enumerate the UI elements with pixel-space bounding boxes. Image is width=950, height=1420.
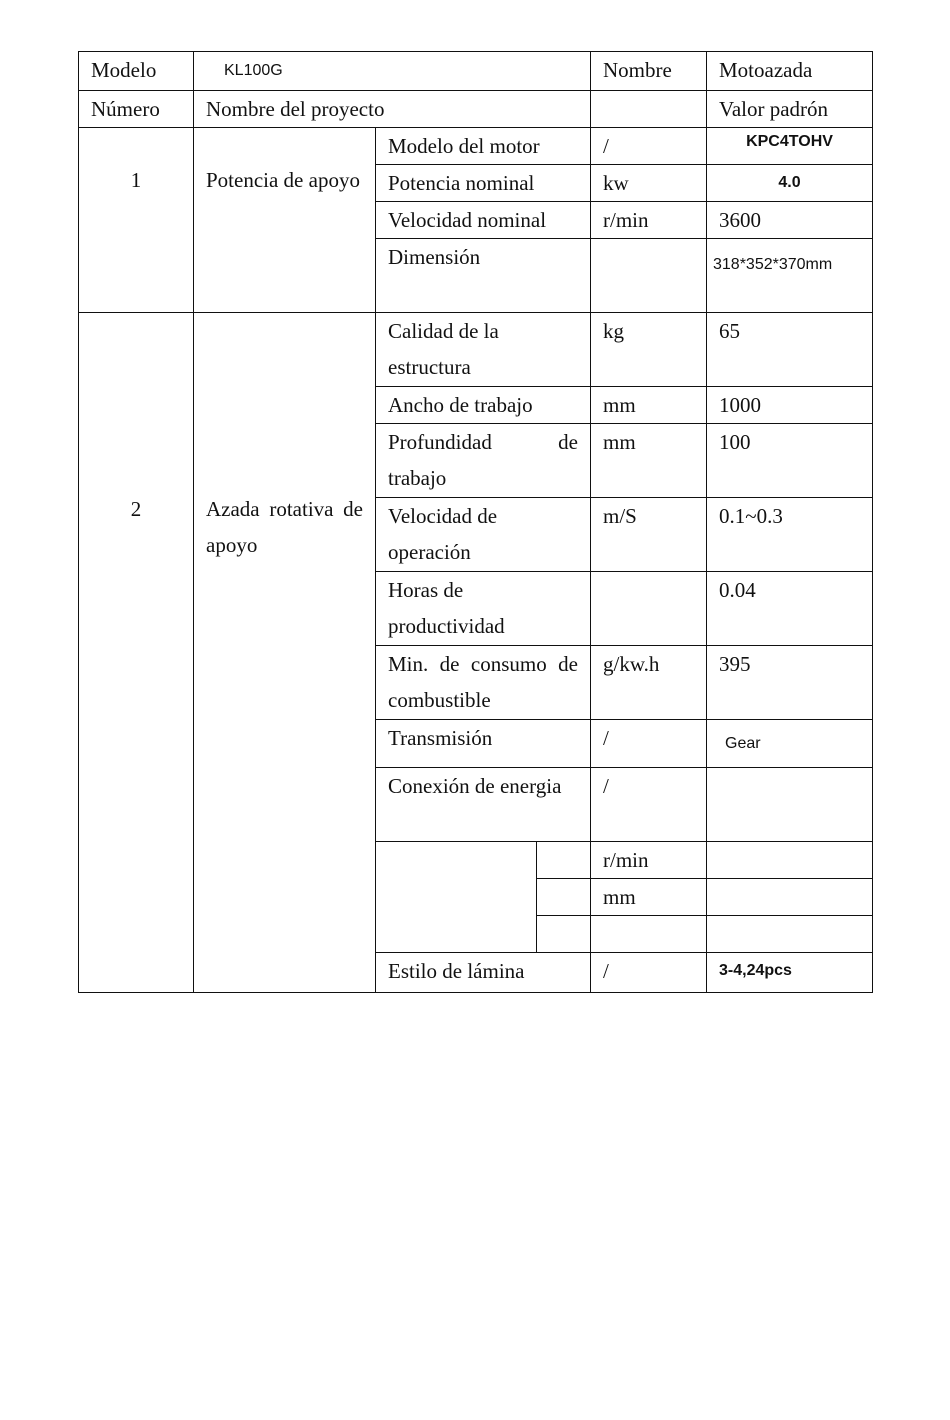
unit-blade-style: / <box>591 953 707 993</box>
sub-param-blank <box>376 842 537 953</box>
sub-value-3 <box>707 916 873 953</box>
name-label: Nombre <box>591 52 707 91</box>
column-number: Número <box>79 91 194 128</box>
group1-name: Potencia de apoyo <box>194 128 376 313</box>
value-fuel-consumption: 395 <box>707 646 873 720</box>
name-value: Motoazada <box>707 52 873 91</box>
unit-rated-speed: r/min <box>591 202 707 239</box>
group1-number: 1 <box>79 128 194 313</box>
model-label: Modelo <box>79 52 194 91</box>
value-blade-style: 3-4,24pcs <box>707 953 873 993</box>
sub-value-1 <box>707 842 873 879</box>
param-productivity-hours: Horas de productividad <box>376 572 591 646</box>
param-transmission: Transmisión <box>376 720 591 768</box>
column-standard-value: Valor padrón <box>707 91 873 128</box>
value-rated-power: 4.0 <box>707 165 873 202</box>
value-dimension: 318*352*370mm <box>707 239 873 313</box>
sub-unit-1: r/min <box>591 842 707 879</box>
value-working-width: 1000 <box>707 387 873 424</box>
sub-cell-3 <box>537 916 591 953</box>
value-productivity-hours: 0.04 <box>707 572 873 646</box>
value-working-depth: 100 <box>707 424 873 498</box>
param-dimension: Dimensión <box>376 239 591 313</box>
sub-value-2 <box>707 879 873 916</box>
value-operating-speed: 0.1~0.3 <box>707 498 873 572</box>
unit-engine-model: / <box>591 128 707 165</box>
column-empty <box>591 91 707 128</box>
unit-transmission: / <box>591 720 707 768</box>
unit-working-depth: mm <box>591 424 707 498</box>
param-rated-speed: Velocidad nominal <box>376 202 591 239</box>
unit-dimension <box>591 239 707 313</box>
value-transmission: Gear <box>707 720 873 768</box>
unit-rated-power: kw <box>591 165 707 202</box>
param-rated-power: Potencia nominal <box>376 165 591 202</box>
unit-power-connection: / <box>591 768 707 842</box>
model-value: KL100G <box>194 52 591 91</box>
value-rated-speed: 3600 <box>707 202 873 239</box>
column-project-name: Nombre del proyecto <box>194 91 591 128</box>
param-structure-weight: Calidad de la estructura <box>376 313 591 387</box>
unit-productivity-hours <box>591 572 707 646</box>
param-working-depth: Profundidad de trabajo <box>376 424 591 498</box>
value-engine-model: KPC4TOHV <box>707 128 873 165</box>
value-structure-weight: 65 <box>707 313 873 387</box>
unit-structure-weight: kg <box>591 313 707 387</box>
sub-cell-2 <box>537 879 591 916</box>
group2-number: 2 <box>79 313 194 993</box>
sub-cell-1 <box>537 842 591 879</box>
param-engine-model: Modelo del motor <box>376 128 591 165</box>
sub-unit-3 <box>591 916 707 953</box>
param-power-connection: Conexión de energia <box>376 768 591 842</box>
unit-fuel-consumption: g/kw.h <box>591 646 707 720</box>
value-power-connection <box>707 768 873 842</box>
group2-name: Azada rotativa de apoyo <box>194 313 376 993</box>
param-blade-style: Estilo de lámina <box>376 953 591 993</box>
unit-working-width: mm <box>591 387 707 424</box>
spec-table <box>78 51 873 993</box>
unit-operating-speed: m/S <box>591 498 707 572</box>
param-working-width: Ancho de trabajo <box>376 387 591 424</box>
param-operating-speed: Velocidad de operación <box>376 498 591 572</box>
param-fuel-consumption: Min. de consumo de combustible <box>376 646 591 720</box>
sub-unit-2: mm <box>591 879 707 916</box>
